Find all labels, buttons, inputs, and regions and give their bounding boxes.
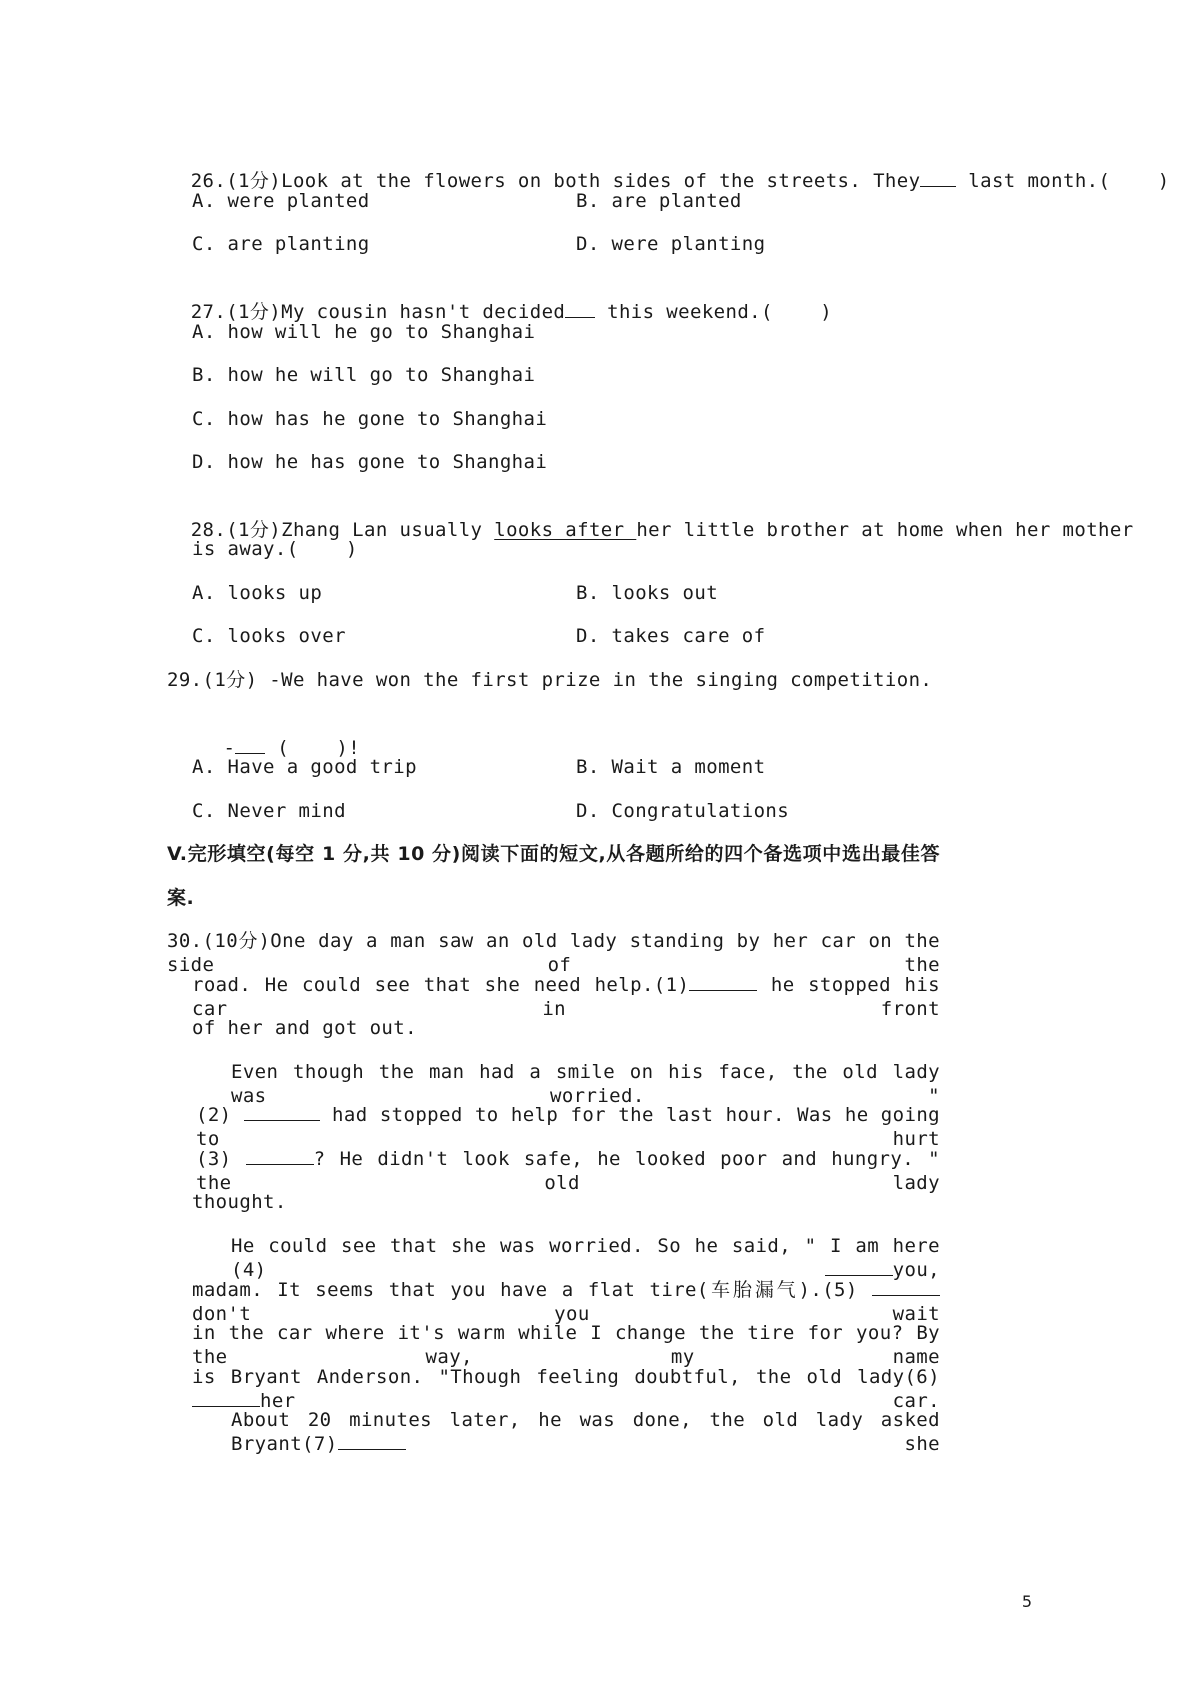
q30-line-12b: she — [405, 1433, 940, 1455]
q27-stem-a: 27.(1分)My cousin hasn't decided — [190, 301, 566, 323]
q30-line-8 — [231, 1234, 940, 1282]
section-v-heading: V.完形填空(每空 1 分,共 10 分)阅读下面的短文,从各题所给的四个备选项中选出最佳答 — [167, 843, 940, 865]
q30-line-11 — [192, 1365, 940, 1413]
q29-option-d: D. Congratulations — [576, 800, 790, 822]
q26-stem-b: last month.( ) — [956, 170, 1170, 192]
q30-line-2 — [192, 973, 940, 1021]
q29-stem: 29.(1分) -We have won the first prize in the singing competition. — [167, 669, 933, 691]
q26-option-d: D. were planting — [576, 233, 766, 255]
q26-option-b: B. are planted — [576, 190, 742, 212]
section-v-heading-continued: 案. — [167, 887, 195, 909]
q30-line-5 — [196, 1103, 940, 1151]
q27-option-d: D. how he has gone to Shanghai — [192, 451, 548, 473]
q30-line-3: of her and got out. — [192, 1017, 417, 1039]
q30-blank-4 — [825, 1258, 893, 1276]
q30-line-9b: don't you wait — [192, 1303, 940, 1325]
q29-reply-b: ( )! — [265, 737, 361, 759]
q30-line-5a: (2) — [196, 1104, 232, 1126]
q30-line-11b: her car. — [260, 1390, 940, 1412]
q30-blank-7 — [338, 1432, 406, 1450]
q29-option-a: A. Have a good trip — [192, 756, 417, 778]
q30-line-10: in the car where it's warm while I change the tire for you? By the way, my name — [192, 1322, 940, 1368]
q28-option-d: D. takes care of — [576, 625, 766, 647]
q28-option-a: A. looks up — [192, 582, 323, 604]
q28-stem-b: her little brother at home when her mother — [636, 519, 1134, 541]
q28-option-c: C. looks over — [192, 625, 346, 647]
q30-blank-3 — [246, 1147, 314, 1165]
q28-stem-continued: is away.( ) — [192, 538, 358, 560]
q30-line-6 — [196, 1147, 940, 1195]
q29-option-b: B. Wait a moment — [576, 756, 766, 778]
q30-line-8b: you, — [892, 1259, 940, 1281]
q29-reply — [188, 712, 360, 760]
q30-line-6a: (3) — [196, 1148, 232, 1170]
q28-underlined-phrase: looks after — [494, 519, 637, 541]
q30-blank-1 — [689, 973, 757, 991]
q28-stem-a: 28.(1分)Zhang Lan usually — [190, 519, 495, 541]
q27-option-b: B. how he will go to Shanghai — [192, 364, 536, 386]
q30-line-1: 30.(10分)One day a man saw an old lady standing by her car on the side of the — [167, 930, 940, 976]
q27-option-c: C. how has he gone to Shanghai — [192, 408, 548, 430]
q29-blank — [235, 736, 265, 754]
q29-option-c: C. Never mind — [192, 800, 346, 822]
page-number: 5 — [1021, 1592, 1032, 1611]
q30-line-2b: he stopped his car in front — [192, 974, 940, 1020]
q30-blank-2 — [244, 1103, 320, 1121]
q30-line-6b: ? He didn't look safe, he looked poor and hungry. " the old lady — [196, 1148, 940, 1194]
q26-stem — [167, 145, 1170, 193]
q30-line-11a: is Bryant Anderson. "Though feeling doubtful, the old lady(6) — [192, 1366, 940, 1388]
q30-blank-6 — [192, 1389, 260, 1407]
q26-stem-a: 26.(1分)Look at the flowers on both sides of the streets. They — [190, 170, 921, 192]
q30-line-2a: road. He could see that she need help.(1) — [192, 974, 690, 996]
q28-option-b: B. looks out — [576, 582, 719, 604]
q30-line-4: Even though the man had a smile on his face, the old lady was worried. " — [231, 1061, 940, 1107]
q30-line-12a: About 20 minutes later, he was done, the old lady asked Bryant(7) — [231, 1409, 940, 1455]
q28-stem — [167, 494, 1134, 542]
q30-line-5b: had stopped to help for the last hour. Was he going to hurt — [196, 1104, 940, 1150]
q26-option-a: A. were planted — [192, 190, 370, 212]
q30-line-8a: He could see that she was worried. So he said, " I am here (4) — [231, 1235, 940, 1281]
q26-blank — [920, 169, 956, 187]
q27-stem-b: this weekend.( ) — [595, 301, 833, 323]
q30-blank-5 — [872, 1278, 940, 1296]
q30-line-12 — [231, 1408, 940, 1456]
q30-line-9 — [192, 1278, 940, 1326]
q29-reply-a: - — [211, 737, 236, 759]
q30-line-7: thought. — [192, 1191, 287, 1213]
q30-line-9a: madam. It seems that you have a flat tire(车胎漏气).(5) — [192, 1279, 858, 1301]
q26-option-c: C. are planting — [192, 233, 370, 255]
q27-blank — [565, 300, 595, 318]
q27-option-a: A. how will he go to Shanghai — [192, 321, 536, 343]
q27-stem — [167, 276, 832, 324]
